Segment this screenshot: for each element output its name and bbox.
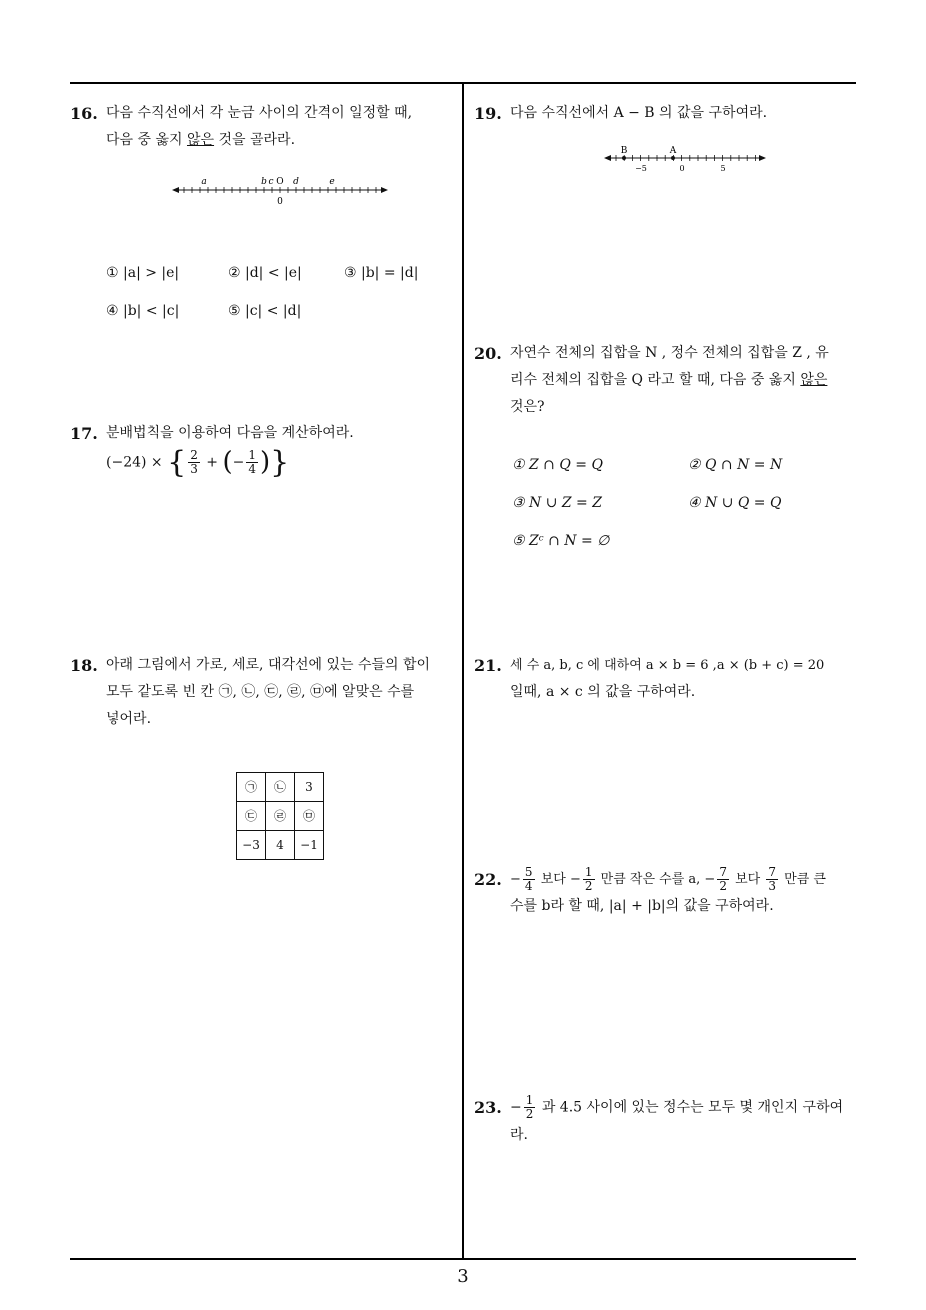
grid-row	[237, 773, 324, 802]
question-text: 다음 수직선에서 각 눈금 사이의 간격이 일정할 때,	[106, 105, 413, 121]
question-text: 다음 수직선에서 A − B 의 값을 구하여라.	[510, 105, 768, 121]
numerator: 7	[719, 865, 727, 879]
choice-3: ③ |b| = |d|	[344, 265, 419, 281]
question-number: 21.	[474, 656, 502, 675]
right-brace: }	[270, 445, 290, 480]
question-text: 과 4.5 사이에 있는 정수는 모두 몇 개인지 구하여	[541, 1099, 844, 1116]
question-text: 자연수 전체의 집합을 N , 정수 전체의 집합을 Z , 유	[510, 345, 829, 361]
tick-label: −5	[635, 164, 647, 173]
minus-sign: −	[232, 454, 245, 471]
grid-cell: 3	[295, 773, 324, 802]
question-text: 수를 b라 할 때, |a| + |b|의 값을 구하여라.	[510, 898, 774, 914]
question-21	[474, 652, 858, 712]
point-label-d: d	[293, 177, 299, 187]
denominator: 2	[525, 1107, 534, 1121]
choice-4: ④ N ∪ Q = Q	[688, 495, 782, 511]
choice-1: ① Z ∩ Q = Q	[512, 457, 603, 473]
underlined-word: 않은	[186, 132, 215, 148]
question-number: 19.	[474, 104, 502, 123]
zero-label: 0	[277, 197, 283, 207]
question-text: 만큼 작은 수를 a,	[600, 872, 701, 887]
question-text: 세 수 a, b, c 에 대하여 a × b = 6 ,a × (b + c) = 20	[510, 658, 825, 673]
question-text: 라.	[510, 1126, 528, 1143]
point-label-a: A	[669, 146, 677, 156]
choice-5: ⑤ |c| < |d|	[228, 303, 302, 319]
question-text: 것은?	[510, 399, 545, 415]
minus-sign: −	[510, 1099, 522, 1116]
grid-cell: ㉢	[237, 802, 266, 831]
question-number: 16.	[70, 104, 98, 123]
fraction	[717, 866, 729, 893]
grid-cell: −3	[237, 831, 266, 860]
numerator: 7	[768, 865, 777, 879]
fraction	[246, 449, 258, 476]
column-divider	[462, 82, 464, 1259]
question-text: 보다	[540, 872, 566, 887]
question-18	[70, 652, 460, 872]
question-19	[474, 100, 858, 190]
point-label-c: c	[268, 177, 274, 187]
underlined-word: 않은	[800, 372, 828, 388]
point-a	[671, 156, 675, 160]
question-text: 만큼 큰	[784, 872, 826, 887]
denominator: 3	[190, 462, 198, 476]
plus-sign: +	[206, 454, 219, 471]
expression-line	[510, 866, 860, 893]
expression-prefix: (−24) ×	[106, 454, 163, 471]
question-number: 22.	[474, 870, 502, 889]
expression	[106, 445, 354, 480]
question-22	[474, 866, 858, 936]
denominator: 4	[248, 462, 257, 476]
numerator: 1	[584, 865, 593, 879]
question-number: 23.	[474, 1098, 502, 1117]
point-label-b: B	[620, 146, 628, 156]
choice-2: ② |d| < |e|	[228, 265, 302, 281]
denominator: 2	[719, 879, 727, 893]
question-20	[474, 340, 858, 560]
denominator: 3	[768, 879, 777, 893]
grid-cell: −1	[295, 831, 324, 860]
question-text: 것을 골라라.	[214, 132, 296, 148]
question-23	[474, 1094, 858, 1164]
minus-sign: −	[510, 872, 521, 887]
grid-row	[237, 802, 324, 831]
question-text: 넣어라.	[106, 711, 152, 727]
numerator: 1	[525, 1093, 534, 1107]
question-text: 보다	[735, 872, 761, 887]
right-paren: )	[260, 447, 271, 477]
numerator: 2	[190, 448, 198, 462]
minus-sign: −	[569, 872, 581, 887]
choice-3: ③ N ∪ Z = Z	[512, 495, 602, 511]
question-number: 20.	[474, 344, 502, 363]
question-text: 다음 중 옳지	[106, 132, 187, 148]
minus-sign: −	[704, 872, 716, 887]
point-label-e: e	[329, 177, 335, 187]
question-number: 18.	[70, 656, 98, 675]
choice-2: ② Q ∩ N = N	[688, 457, 783, 473]
number-line-diagram	[170, 174, 400, 214]
choice-4: ④ |b| < |c|	[106, 303, 180, 319]
denominator: 4	[524, 879, 533, 893]
magic-square-grid	[236, 772, 324, 860]
fraction	[188, 449, 200, 476]
choices	[106, 260, 456, 330]
fraction	[524, 1094, 536, 1121]
numerator: 1	[248, 448, 257, 462]
point-b	[622, 156, 626, 160]
tick-label: 0	[679, 164, 685, 173]
expression-line	[510, 1094, 860, 1122]
grid-cell: 4	[266, 831, 295, 860]
question-text: 일때, a × c 의 값을 구하여라.	[510, 684, 696, 700]
left-brace: {	[167, 445, 187, 480]
question-number: 17.	[70, 424, 98, 443]
question-text: 아래 그림에서 가로, 세로, 대각선에 있는 수들의 합이	[106, 657, 431, 673]
fraction	[583, 866, 595, 893]
numerator: 5	[524, 865, 533, 879]
fraction	[523, 866, 535, 893]
left-paren: (	[222, 447, 233, 477]
question-text: 리수 전체의 집합을 Q 라고 할 때, 다음 중 옳지	[510, 372, 801, 388]
choice-1: ① |a| > |e|	[106, 265, 180, 281]
choice-5: ⑤ Zᶜ ∩ N = ∅	[512, 533, 610, 549]
grid-cell: ㉡	[266, 773, 295, 802]
denominator: 2	[584, 879, 593, 893]
number-line-diagram	[602, 144, 772, 180]
grid-cell: ㉤	[295, 802, 324, 831]
grid-row	[237, 831, 324, 860]
grid-cell: ㉠	[237, 773, 266, 802]
point-label-a: a	[201, 177, 207, 187]
point-label-b: b	[261, 177, 267, 187]
question-16	[70, 100, 460, 330]
question-text: 분배법칙을 이용하여 다음을 계산하여라.	[106, 425, 354, 441]
fraction	[766, 866, 778, 893]
choices	[512, 452, 852, 562]
page-number: 3	[457, 1266, 469, 1287]
tick-label: 5	[720, 164, 726, 173]
grid-cell: ㉣	[266, 802, 295, 831]
origin-label: O	[276, 177, 284, 187]
question-17	[70, 420, 460, 500]
question-text: 모두 같도록 빈 칸 ㉠, ㉡, ㉢, ㉣, ㉤에 알맞은 수를	[106, 684, 415, 700]
